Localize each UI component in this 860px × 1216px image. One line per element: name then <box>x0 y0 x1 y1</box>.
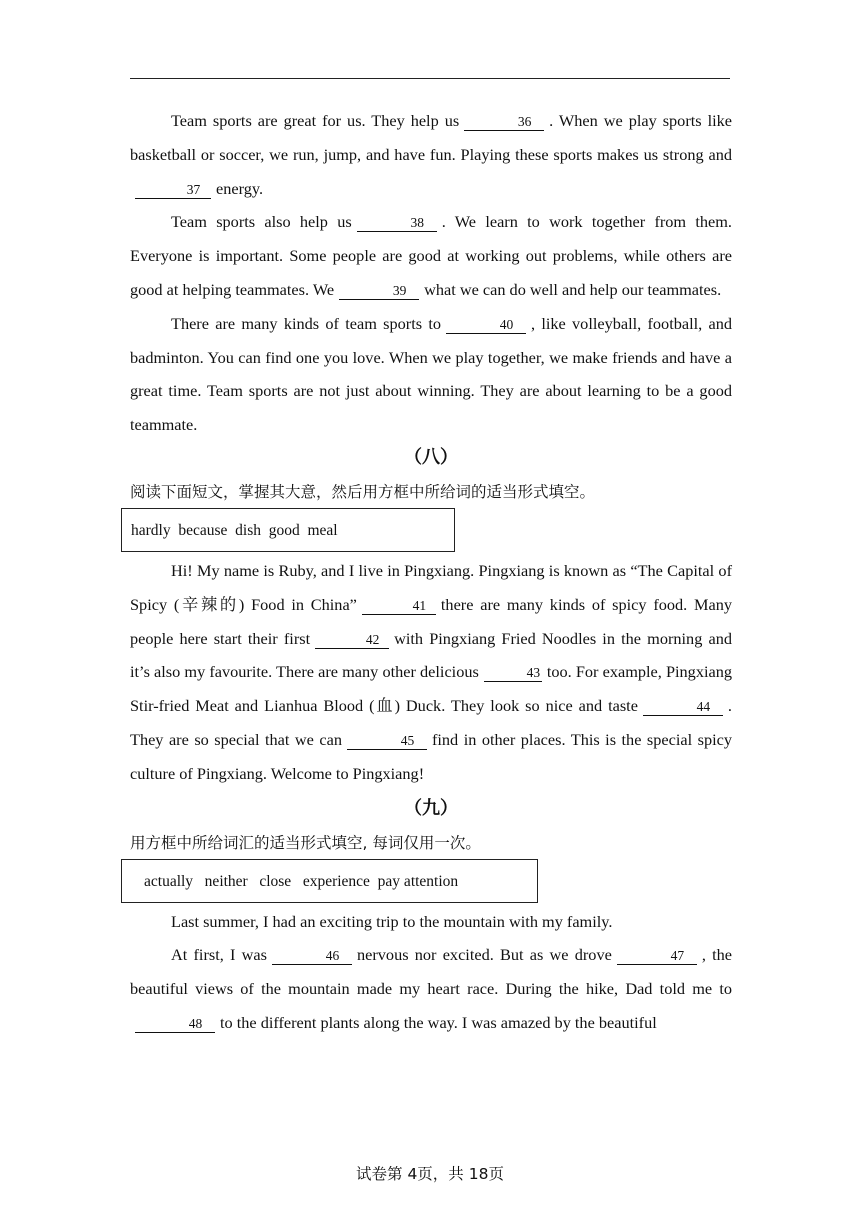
blank-39[interactable]: 39 <box>339 283 419 300</box>
blank-45[interactable]: 45 <box>347 733 427 750</box>
blank-43[interactable]: 43 <box>484 665 542 682</box>
section8-heading: （八） <box>404 446 458 468</box>
section9-heading: （九） <box>404 797 458 819</box>
blank-48[interactable]: 48 <box>135 1016 215 1033</box>
blank-46[interactable]: 46 <box>272 948 352 965</box>
passage7-paragraph-2: Team sports also help us 38 . We learn to work together from them. Everyone is important. Some people are good at working out problems, while others are good at helping teammates. We 39 what we can do well and help our teammates. <box>130 212 732 299</box>
blank-38[interactable]: 38 <box>357 215 437 232</box>
header-rule <box>130 78 730 79</box>
section8-instruction: 阅读下面短文，掌握其大意，然后用方框中所给词的适当形式填空。 <box>130 482 596 501</box>
blank-40[interactable]: 40 <box>446 317 526 334</box>
section8-paragraph: Hi! My name is Ruby, and I live in Pingxiang. Pingxiang is known as “The Capital of Spicy (辛辣的) Food in China” 41 there are many kinds of spicy food. Many people here start their first 42 with Pingxiang Fried Noodles in the morning and it’s also my favourite. There are many other delicious 43 too. For example, Pingxiang Stir-fried Meat and Lianhua Blood (血) Duck. They look so nice and taste 44 . They are so special that we can 45 find in other places. This is the special spicy culture of Pingxiang. Welcome to Pingxiang! <box>130 560 732 783</box>
passage7-paragraph-1: Team sports are great for us. They help us 36 . When we play sports like basketball or soccer, we run, jump, and have fun. Playing these sports makes us strong and37 energy. <box>130 111 732 198</box>
section9-paragraph-2: At first, I was 46 nervous nor excited. But as we drove 47 , the beautiful views of the mountain made my heart race. During the hike, Dad told me to48 to the different plants along the way. I was amazed by the beautiful <box>130 945 733 1032</box>
section8-word-box: hardly because dish good meal <box>121 508 455 552</box>
blank-42[interactable]: 42 <box>315 632 389 649</box>
passage7-paragraph-3: There are many kinds of team sports to 40 , like volleyball, football, and badminton. You can find one you love. When we play together, we make friends and have a great time. Team sports are not just about winning. They are about learning to be a good teammate. <box>130 313 732 435</box>
blank-36[interactable]: 36 <box>464 114 544 131</box>
section9-paragraph-1: Last summer, I had an exciting trip to the mountain with my family. <box>171 911 613 931</box>
page-footer: 试卷第 4页，共 18页 <box>356 1165 504 1183</box>
page-content <box>130 104 732 1040</box>
blank-37[interactable]: 37 <box>135 182 211 199</box>
blank-47[interactable]: 47 <box>617 948 697 965</box>
section9-instruction: 用方框中所给词汇的适当形式填空, 每词仅用一次。 <box>130 833 481 852</box>
blank-44[interactable]: 44 <box>643 699 723 716</box>
section9-word-box: actually neither close experience pay attention <box>121 859 538 903</box>
blank-41[interactable]: 41 <box>362 598 436 615</box>
